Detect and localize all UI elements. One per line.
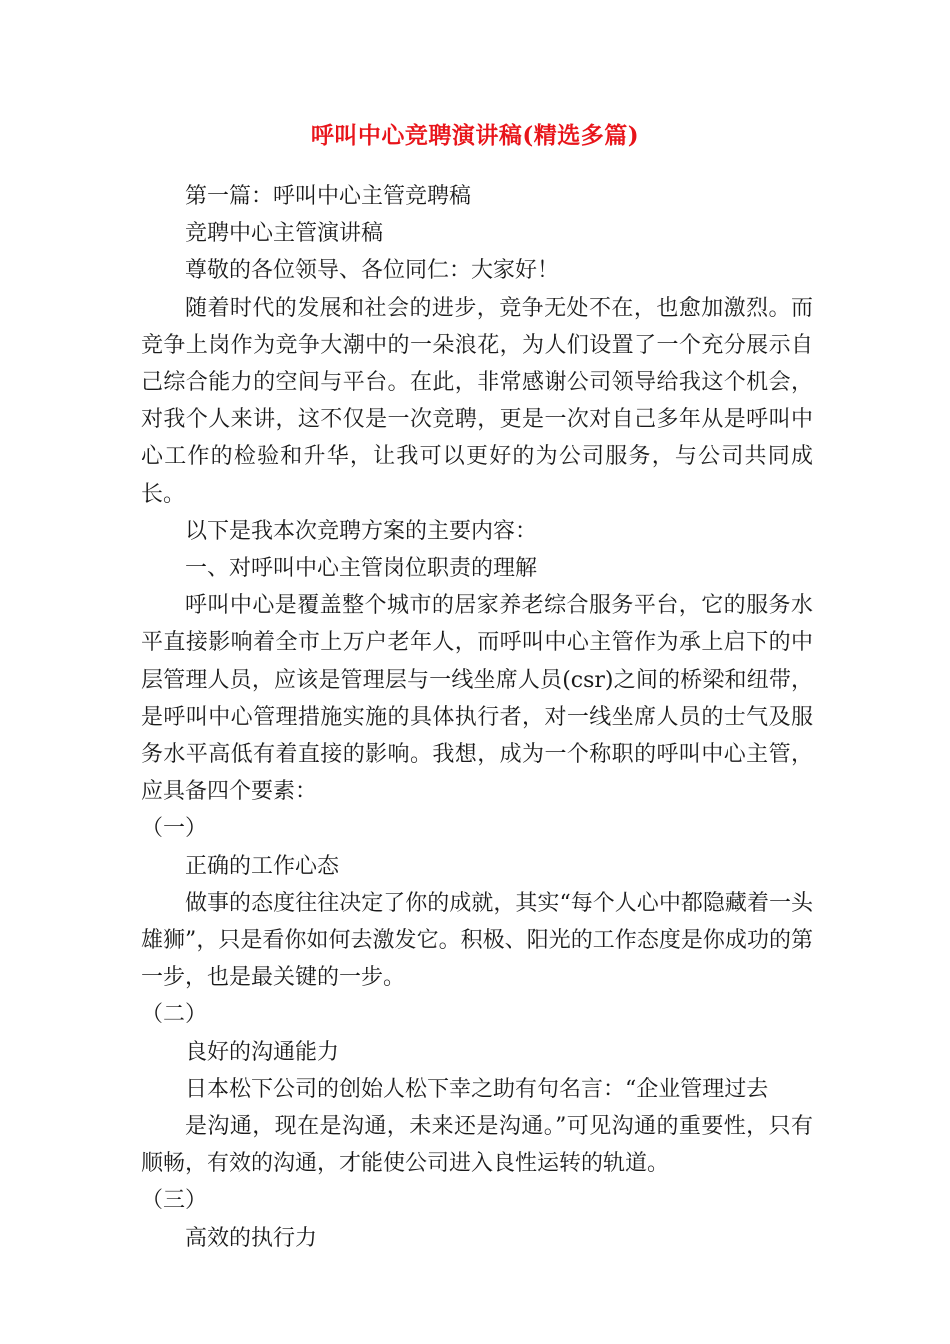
paragraph-item-heading-1: 正确的工作心态 [185,853,340,879]
paragraph-intro: 随着时代的发展和社会的进步，竞争无处不在，也愈加激烈。而竞争上岗作为竞争大潮中的一朵浪花，为人们设置了一个充分展示自己综合能力的空间与平台。在此，非常感谢公司领导给我这个机会，对我个人来讲，这不仅是一次竞聘，更是一次对自己多年从是呼叫中心工作的检验和升华，让我可以更好的为公司服务，与公司共同成长。 [141,295,813,507]
document-body [141,178,813,1257]
paragraph-item-marker-2: （二） [141,1002,208,1028]
paragraph-understanding: 呼叫中心是覆盖整个城市的居家养老综合服务平台，它的服务水平直接影响着全市上万户老年人，而呼叫中心主管作为承上启下的中层管理人员，应该是管理层与一线坐席人员(csr)之间的桥梁和纽带，是呼叫中心管理措施实施的具体执行者，对一线坐席人员的士气及服务水平高低有着直接的影响。我想，成为一个称职的呼叫中心主管，应具备四个要素： [141,593,813,805]
paragraph-communication: 是沟通，现在是沟通，未来还是沟通。”可见沟通的重要性，只有顺畅，有效的沟通，才能使公司进入良性运转的轨道。 [141,1114,813,1177]
paragraph-quote-start: 日本松下公司的创始人松下幸之助有句名言：“企业管理过去 [185,1076,769,1102]
paragraph-greeting: 尊敬的各位领导、各位同仁：大家好！ [185,258,560,284]
paragraph-outline: 以下是我本次竞聘方案的主要内容： [185,518,538,544]
paragraph-section-heading: 一、对呼叫中心主管岗位职责的理解 [185,556,538,582]
paragraph-item-heading-3: 高效的执行力 [185,1225,318,1251]
paragraph-attitude: 做事的态度往往决定了你的成就，其实“每个人心中都隐藏着一头雄狮”，只是看你如何去激发它。积极、阳光的工作态度是你成功的第一步，也是最关键的一步。 [141,890,813,991]
paragraph-chapter-heading: 第一篇：呼叫中心主管竞聘稿 [185,184,472,209]
paragraph-item-marker-3: （三） [141,1188,208,1214]
paragraph-subtitle: 竞聘中心主管演讲稿 [185,221,384,247]
paragraph-item-marker-1: （一） [141,816,208,842]
document-title: 呼叫中心竞聘演讲稿(精选多篇) [310,122,640,149]
paragraph-item-heading-2: 良好的沟通能力 [185,1039,340,1065]
